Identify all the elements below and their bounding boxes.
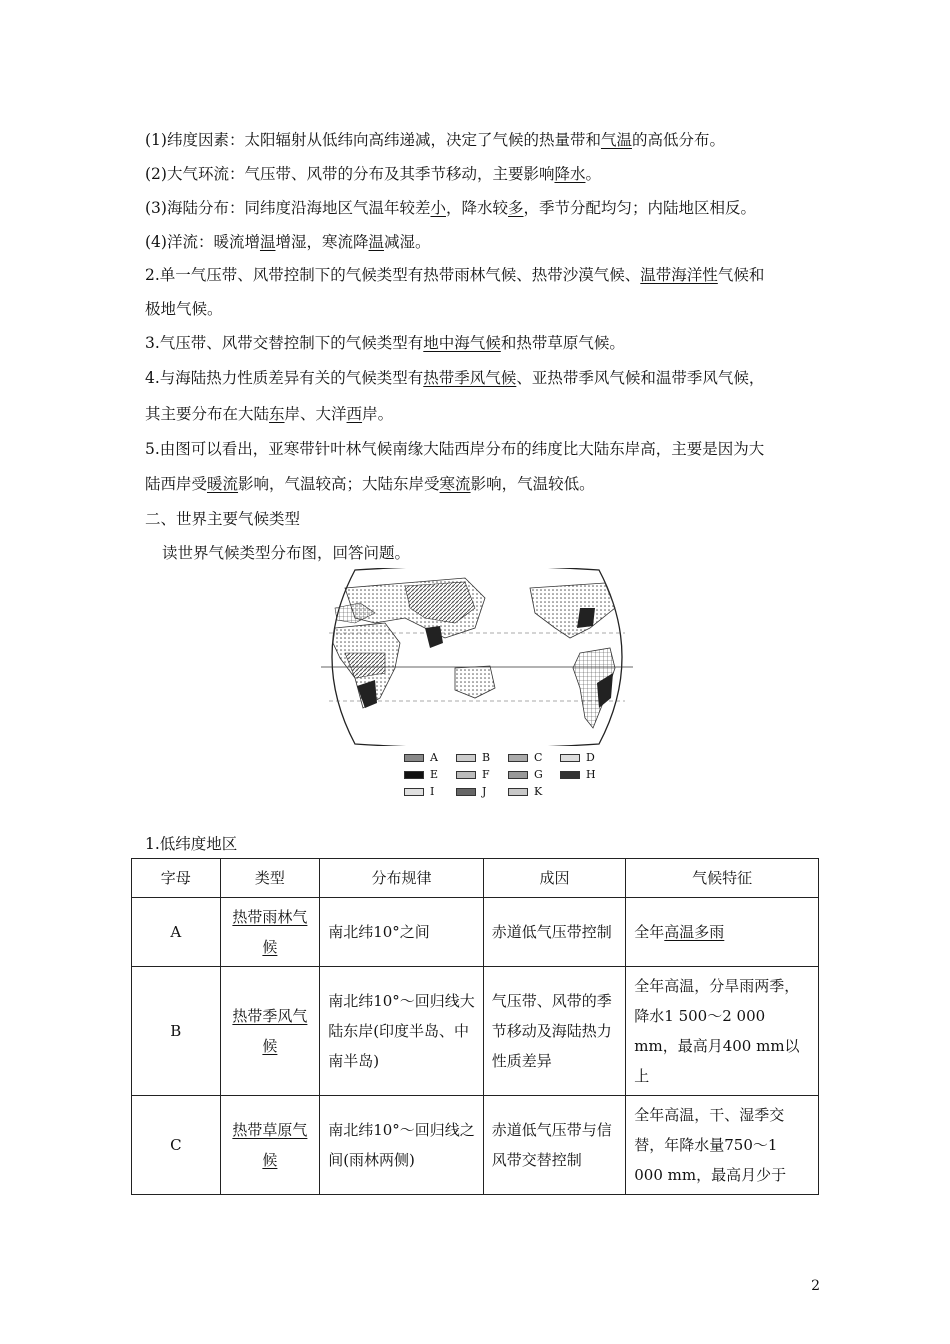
legend-label: B bbox=[482, 751, 491, 764]
legend-item bbox=[456, 750, 490, 766]
table-cell: 热带季风气候 bbox=[220, 967, 320, 1096]
climate-table bbox=[131, 858, 819, 1195]
legend-label: E bbox=[430, 768, 439, 781]
text-line: 其主要分布在大陆东岸、大洋西岸。 bbox=[145, 405, 394, 423]
legend-swatch bbox=[404, 754, 424, 762]
legend-label: D bbox=[586, 751, 595, 764]
legend-item bbox=[456, 767, 490, 783]
text-line: 4.与海陆热力性质差异有关的气候类型有热带季风气候、亚热带季风气候和温带季风气候， bbox=[145, 369, 765, 387]
table-cell: 南北纬10°～回归线之间(雨林两侧) bbox=[320, 1096, 484, 1195]
text-line: 陆西岸受暖流影响，气温较高；大陆东岸受寒流影响，气温较低。 bbox=[145, 475, 595, 493]
legend-label: C bbox=[534, 751, 543, 764]
table-cell: 南北纬10°～回归线大陆东岸(印度半岛、中南半岛) bbox=[320, 967, 484, 1096]
text-line: 极地气候。 bbox=[145, 300, 223, 318]
table-cell: 赤道低气压带与信风带交替控制 bbox=[483, 1096, 625, 1195]
table-cell: 热带雨林气候 bbox=[220, 898, 320, 967]
legend-swatch bbox=[456, 754, 476, 762]
table-cell: 赤道低气压带控制 bbox=[483, 898, 625, 967]
text-line: 二、世界主要气候类型 bbox=[145, 510, 301, 528]
text-line: (4)洋流：暖流增温增湿，寒流降温减湿。 bbox=[145, 233, 431, 251]
table-header-cell: 气候特征 bbox=[626, 859, 819, 898]
legend-label: G bbox=[534, 768, 543, 781]
text-line: (3)海陆分布：同纬度沿海地区气温年较差小，降水较多，季节分配均匀；内陆地区相反。 bbox=[145, 199, 757, 217]
table-row bbox=[132, 967, 819, 1096]
table-cell: 全年高温多雨 bbox=[626, 898, 819, 967]
table-cell: 气压带、风带的季节移动及海陆热力性质差异 bbox=[483, 967, 625, 1096]
world-climate-map bbox=[315, 568, 639, 746]
table-cell: 热带草原气候 bbox=[220, 1096, 320, 1195]
text-line: (1)纬度因素：太阳辐射从低纬向高纬递减，决定了气候的热量带和气温的高低分布。 bbox=[145, 131, 725, 149]
legend-label: J bbox=[482, 785, 487, 798]
legend-item bbox=[404, 750, 438, 766]
legend-label: I bbox=[430, 785, 435, 798]
page-number: 2 bbox=[811, 1278, 820, 1294]
legend-swatch bbox=[456, 771, 476, 779]
legend-swatch bbox=[560, 754, 580, 762]
table-cell: C bbox=[132, 1096, 221, 1195]
table-cell: A bbox=[132, 898, 221, 967]
legend-item bbox=[404, 767, 438, 783]
legend-swatch bbox=[456, 788, 476, 796]
legend-swatch bbox=[508, 754, 528, 762]
table-cell: 全年高温，干、湿季交替，年降水量750～1 000 mm，最高月少于 bbox=[626, 1096, 819, 1195]
text-line: (2)大气环流：气压带、风带的分布及其季节移动，主要影响降水。 bbox=[145, 165, 601, 183]
legend-item bbox=[508, 767, 543, 783]
table-header-cell: 成因 bbox=[483, 859, 625, 898]
table-header-cell: 类型 bbox=[220, 859, 320, 898]
text-line: 3.气压带、风带交替控制下的气候类型有地中海气候和热带草原气候。 bbox=[145, 334, 625, 352]
legend-swatch bbox=[404, 788, 424, 796]
legend-item bbox=[560, 767, 596, 783]
text-line: 读世界气候类型分布图，回答问题。 bbox=[162, 544, 411, 562]
legend-label: K bbox=[534, 785, 543, 798]
legend-swatch bbox=[508, 788, 528, 796]
legend-item bbox=[404, 784, 434, 800]
table-row bbox=[132, 1096, 819, 1195]
legend-item bbox=[508, 750, 542, 766]
legend-item bbox=[560, 750, 595, 766]
table-cell: B bbox=[132, 967, 221, 1096]
legend-label: H bbox=[586, 768, 596, 781]
legend-item bbox=[508, 784, 542, 800]
table-row bbox=[132, 898, 819, 967]
table-header-cell: 分布规律 bbox=[320, 859, 484, 898]
table-header-cell: 字母 bbox=[132, 859, 221, 898]
legend-item bbox=[456, 784, 486, 800]
table-cell: 全年高温，分旱雨两季，降水1 500～2 000 mm，最高月400 mm以上 bbox=[626, 967, 819, 1096]
legend-label: F bbox=[482, 768, 490, 781]
text-line: 2.单一气压带、风带控制下的气候类型有热带雨林气候、热带沙漠气候、温带海洋性气候和 bbox=[145, 266, 765, 284]
legend-label: A bbox=[430, 751, 438, 764]
legend-swatch bbox=[560, 771, 580, 779]
legend-swatch bbox=[404, 771, 424, 779]
section-title: 1.低纬度地区 bbox=[145, 835, 238, 853]
text-line: 5.由图可以看出，亚寒带针叶林气候南缘大陆西岸分布的纬度比大陆东岸高，主要是因为大 bbox=[145, 440, 765, 458]
table-cell: 南北纬10°之间 bbox=[320, 898, 484, 967]
legend-swatch bbox=[508, 771, 528, 779]
